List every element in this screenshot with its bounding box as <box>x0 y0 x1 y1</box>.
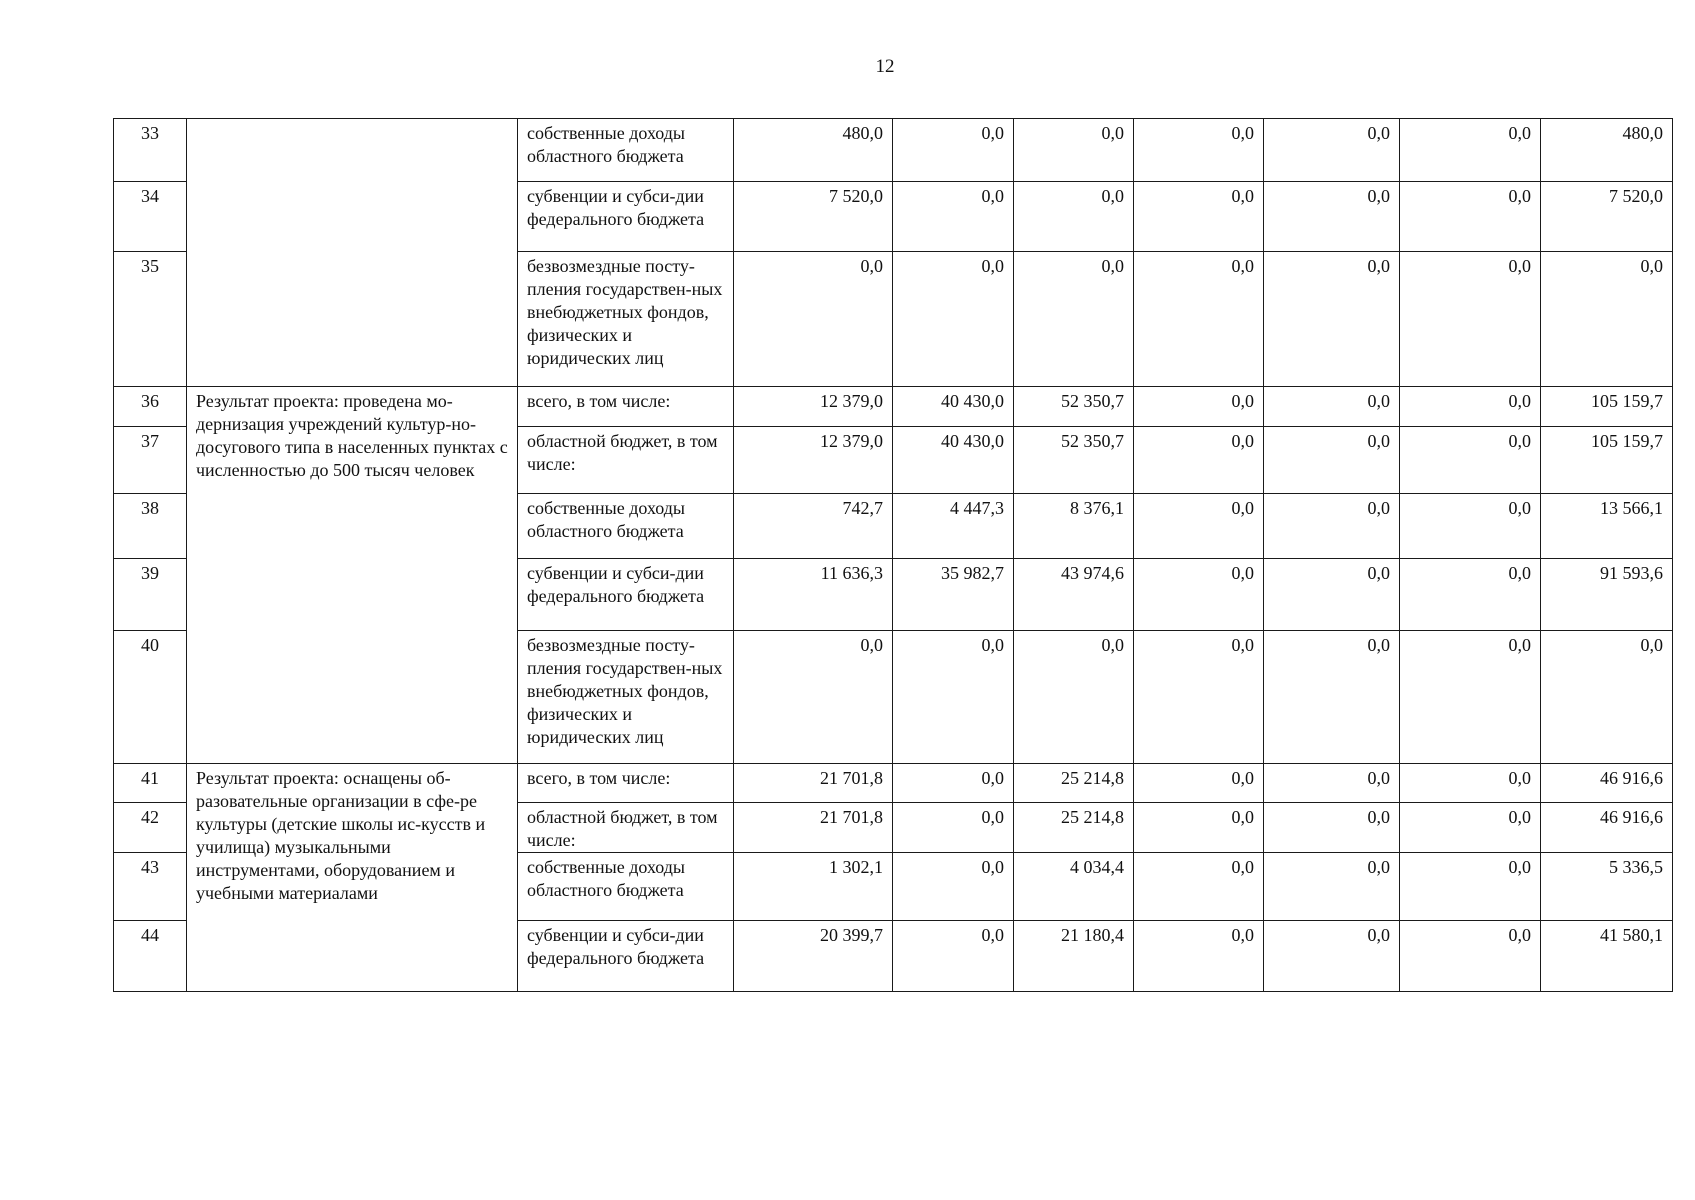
value-cell: 0,0 <box>1400 252 1541 387</box>
funding-source: субвенции и субси-дии федерального бюджета <box>518 559 734 631</box>
value-cell: 4 034,4 <box>1014 853 1134 921</box>
result-description: Результат проекта: проведена мо-дернизация учреждений культур-но-досугового типа в населенных пунктах с численностью до 500 тысяч человек <box>187 387 518 764</box>
value-cell: 0,0 <box>1264 387 1400 427</box>
value-cell: 52 350,7 <box>1014 387 1134 427</box>
value-cell: 0,0 <box>1134 252 1264 387</box>
row-number: 39 <box>114 559 187 631</box>
value-cell: 0,0 <box>1134 559 1264 631</box>
value-cell: 742,7 <box>734 494 893 559</box>
value-cell: 0,0 <box>1014 631 1134 764</box>
value-cell: 40 430,0 <box>893 387 1014 427</box>
value-cell: 0,0 <box>1134 764 1264 803</box>
value-cell: 0,0 <box>1134 803 1264 853</box>
value-cell: 35 982,7 <box>893 559 1014 631</box>
value-cell: 0,0 <box>1400 494 1541 559</box>
result-description: Результат проекта: оснащены об-разовательные организации в сфе-ре культуры (детские школы ис-кусств и училища) музыкальными инструментами, оборудованием и учебными материалами <box>187 764 518 992</box>
row-number: 38 <box>114 494 187 559</box>
value-cell: 0,0 <box>1400 427 1541 494</box>
value-cell: 0,0 <box>1264 764 1400 803</box>
value-cell: 0,0 <box>1400 764 1541 803</box>
value-cell: 0,0 <box>1400 387 1541 427</box>
value-cell: 8 376,1 <box>1014 494 1134 559</box>
total-cell: 13 566,1 <box>1541 494 1673 559</box>
value-cell: 0,0 <box>1400 119 1541 182</box>
total-cell: 7 520,0 <box>1541 182 1673 252</box>
row-number: 42 <box>114 803 187 853</box>
total-cell: 480,0 <box>1541 119 1673 182</box>
funding-source: субвенции и субси-дии федерального бюджета <box>518 921 734 992</box>
value-cell: 21 701,8 <box>734 764 893 803</box>
total-cell: 105 159,7 <box>1541 427 1673 494</box>
value-cell: 0,0 <box>1264 803 1400 853</box>
funding-source: собственные доходы областного бюджета <box>518 853 734 921</box>
value-cell: 40 430,0 <box>893 427 1014 494</box>
value-cell: 43 974,6 <box>1014 559 1134 631</box>
table-row <box>114 119 1673 182</box>
value-cell: 0,0 <box>1400 631 1541 764</box>
value-cell: 0,0 <box>1264 182 1400 252</box>
value-cell: 11 636,3 <box>734 559 893 631</box>
row-number: 33 <box>114 119 187 182</box>
value-cell: 480,0 <box>734 119 893 182</box>
total-cell: 0,0 <box>1541 252 1673 387</box>
value-cell: 0,0 <box>1134 182 1264 252</box>
value-cell: 0,0 <box>1134 387 1264 427</box>
value-cell: 52 350,7 <box>1014 427 1134 494</box>
row-number: 34 <box>114 182 187 252</box>
value-cell: 0,0 <box>1400 559 1541 631</box>
value-cell: 4 447,3 <box>893 494 1014 559</box>
funding-source: всего, в том числе: <box>518 764 734 803</box>
value-cell: 25 214,8 <box>1014 803 1134 853</box>
value-cell: 0,0 <box>1264 119 1400 182</box>
value-cell: 0,0 <box>734 252 893 387</box>
row-number: 40 <box>114 631 187 764</box>
value-cell: 0,0 <box>893 119 1014 182</box>
row-number: 41 <box>114 764 187 803</box>
value-cell: 0,0 <box>734 631 893 764</box>
value-cell: 0,0 <box>1264 559 1400 631</box>
row-number: 36 <box>114 387 187 427</box>
value-cell: 21 701,8 <box>734 803 893 853</box>
funding-source: областной бюджет, в том числе: <box>518 427 734 494</box>
value-cell: 0,0 <box>1264 853 1400 921</box>
funding-source: собственные доходы областного бюджета <box>518 494 734 559</box>
funding-source: субвенции и субси-дии федерального бюджета <box>518 182 734 252</box>
value-cell: 0,0 <box>893 764 1014 803</box>
value-cell: 0,0 <box>1014 119 1134 182</box>
value-cell: 0,0 <box>893 252 1014 387</box>
value-cell: 0,0 <box>1134 427 1264 494</box>
budget-table <box>113 118 1673 992</box>
value-cell: 0,0 <box>1014 182 1134 252</box>
value-cell: 0,0 <box>1400 182 1541 252</box>
funding-source: собственные доходы областного бюджета <box>518 119 734 182</box>
total-cell: 41 580,1 <box>1541 921 1673 992</box>
value-cell: 0,0 <box>1264 427 1400 494</box>
total-cell: 46 916,6 <box>1541 764 1673 803</box>
value-cell: 0,0 <box>893 182 1014 252</box>
table-row <box>114 764 1673 803</box>
funding-source: безвозмездные посту-пления государствен-ных внебюджетных фондов, физических и юридических лиц <box>518 252 734 387</box>
value-cell: 0,0 <box>1134 631 1264 764</box>
value-cell: 20 399,7 <box>734 921 893 992</box>
page-number: 12 <box>875 56 895 77</box>
value-cell: 0,0 <box>1134 119 1264 182</box>
value-cell: 0,0 <box>1400 853 1541 921</box>
value-cell: 1 302,1 <box>734 853 893 921</box>
value-cell: 0,0 <box>1134 494 1264 559</box>
value-cell: 0,0 <box>1264 921 1400 992</box>
funding-source: всего, в том числе: <box>518 387 734 427</box>
value-cell: 0,0 <box>1134 921 1264 992</box>
row-number: 35 <box>114 252 187 387</box>
value-cell: 25 214,8 <box>1014 764 1134 803</box>
row-number: 44 <box>114 921 187 992</box>
result-description <box>187 119 518 387</box>
value-cell: 0,0 <box>893 921 1014 992</box>
value-cell: 0,0 <box>1264 631 1400 764</box>
value-cell: 0,0 <box>1400 803 1541 853</box>
total-cell: 5 336,5 <box>1541 853 1673 921</box>
value-cell: 0,0 <box>1014 252 1134 387</box>
value-cell: 0,0 <box>1400 921 1541 992</box>
row-number: 43 <box>114 853 187 921</box>
value-cell: 12 379,0 <box>734 387 893 427</box>
total-cell: 91 593,6 <box>1541 559 1673 631</box>
funding-source: областной бюджет, в том числе: <box>518 803 734 853</box>
row-number: 37 <box>114 427 187 494</box>
value-cell: 0,0 <box>893 631 1014 764</box>
total-cell: 105 159,7 <box>1541 387 1673 427</box>
value-cell: 0,0 <box>1134 853 1264 921</box>
value-cell: 0,0 <box>893 803 1014 853</box>
value-cell: 12 379,0 <box>734 427 893 494</box>
value-cell: 0,0 <box>893 853 1014 921</box>
total-cell: 46 916,6 <box>1541 803 1673 853</box>
value-cell: 0,0 <box>1264 252 1400 387</box>
table-row <box>114 387 1673 427</box>
total-cell: 0,0 <box>1541 631 1673 764</box>
value-cell: 7 520,0 <box>734 182 893 252</box>
funding-source: безвозмездные посту-пления государствен-ных внебюджетных фондов, физических и юридических лиц <box>518 631 734 764</box>
value-cell: 21 180,4 <box>1014 921 1134 992</box>
value-cell: 0,0 <box>1264 494 1400 559</box>
